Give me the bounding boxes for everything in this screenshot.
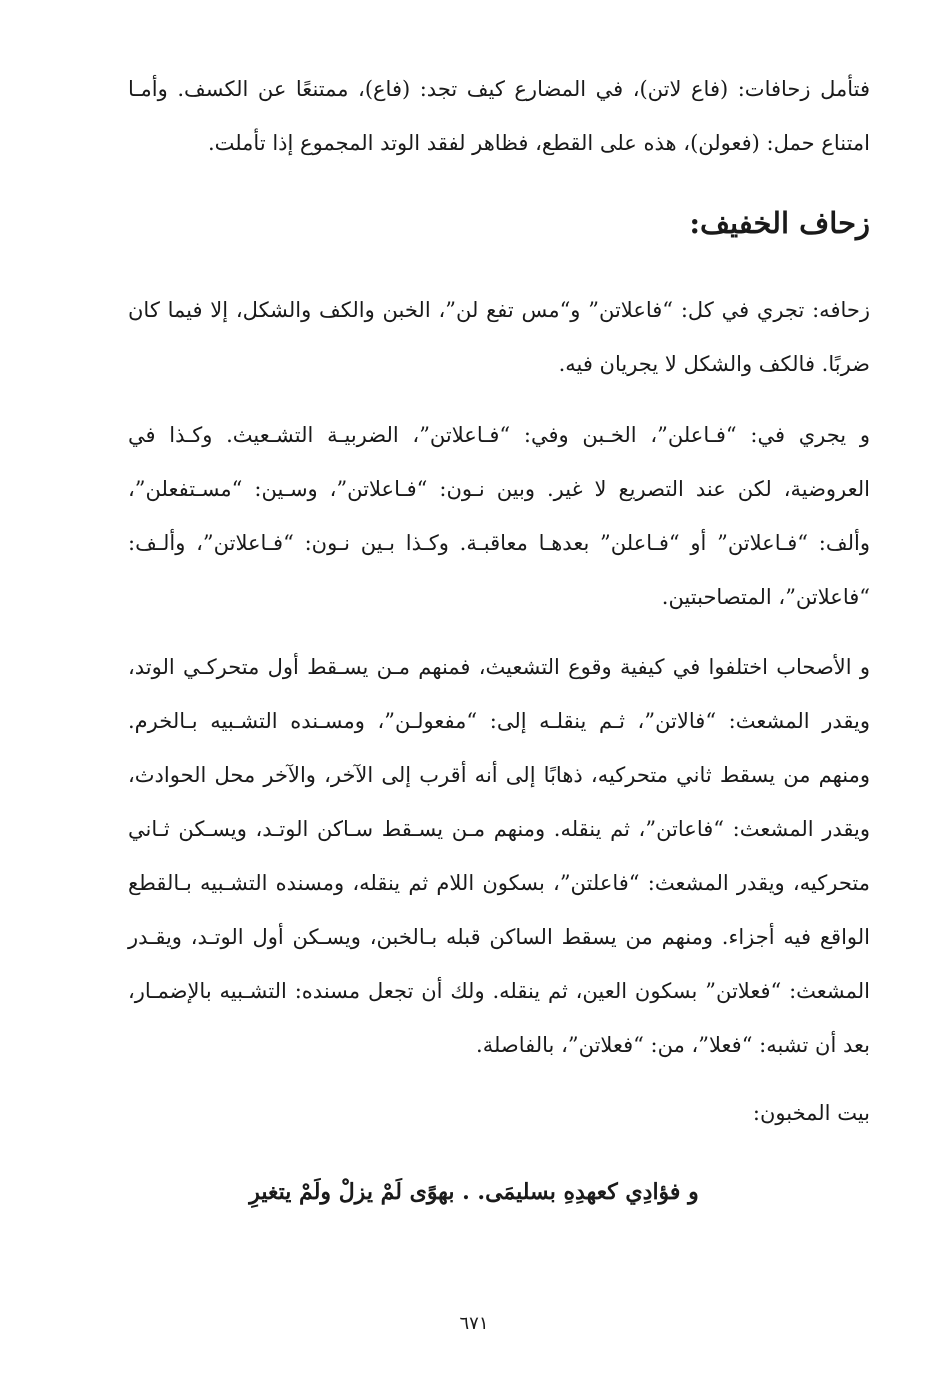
section-heading: زحاف الخفيف:	[689, 206, 870, 240]
page-number: ٦٧١	[459, 1313, 489, 1334]
paragraph-ashab: و الأصحاب اختلفوا في كيفية وقوع التشعيث، فمنهم مـن يسـقط أول متحركـي الوتد، ويقدر المشعث: “فالاتن”، ثـم ينقلـه إلى: “مفعولـن”، ومسـنده التشـبيه بـالخرم. ومنهم من يسقط ثاني متحركيه، ذهابًا إلى أنه أقرب إلى الآخر، والآخر محل الحوادث، ويقدر المشعث: “فاعاتن”، ثم ينقله. ومنهم مـن يسـقط سـاكن الوتـد، ويسـكن ثـاني متحركيه، ويقدر المشعث: “فاعلتن”، بسكون اللام ثم ينقله، ومسنده التشـبيه بـالقطع الواقع فيه أجزاء. ومنهم من يسقط الساكن قبله بـالخبن، ويسـكن أول الوتـد، ويقـدر المشعث: “فعلاتن” بسكون العين، ثم ينقله. ولك أن تجعل مسنده: التشـبيه بالإضمـار، بعد أن تشبه: “فعلا”، من: “فعلاتن”، بالفاصلة.	[128, 655, 870, 1057]
paragraph-tashith: و يجري في: “فـاعلن”، الخـبن وفي: “فـاعلاتن”، الضربيـة التشـعيث. وكـذا في العروضية، لكن عند التصريع لا غير. وبين نـون: “فـاعلاتن”، وسـين: “مسـتفعلن”، وألف: “فـاعلاتن” أو “فـاعلن” بعدهـا معاقبـة. وكـذا بـين نـون: “فـاعلاتن”، وألـف: “فاعلاتن”، المتصاحبتين.	[128, 423, 870, 609]
intro-paragraph: فتأمل زحافات: (فاع لاتن)، في المضارع كيف تجد: (فاع)، ممتنعًا عن الكسف. وأمـا امتناع حمل: (فعولن)، هذه على القطع، فظاهر لفقد الوتد المجموع إذا تأملت.	[128, 77, 870, 155]
poetry-verse: و فؤادِي كعهدِهِ بسليمَى. . بهوًى لَمْ يزلْ ولَمْ يتغيرِ	[249, 1179, 699, 1205]
paragraph-zihaf: زحافه: تجري في كل: “فاعلاتن” و“مس تفع لن”، الخبن والكف والشكل، إلا فيما كان ضربًا. فالكف والشكل لا يجريان فيه.	[128, 298, 870, 376]
verse-intro: بيت المخبون:	[752, 1101, 870, 1125]
